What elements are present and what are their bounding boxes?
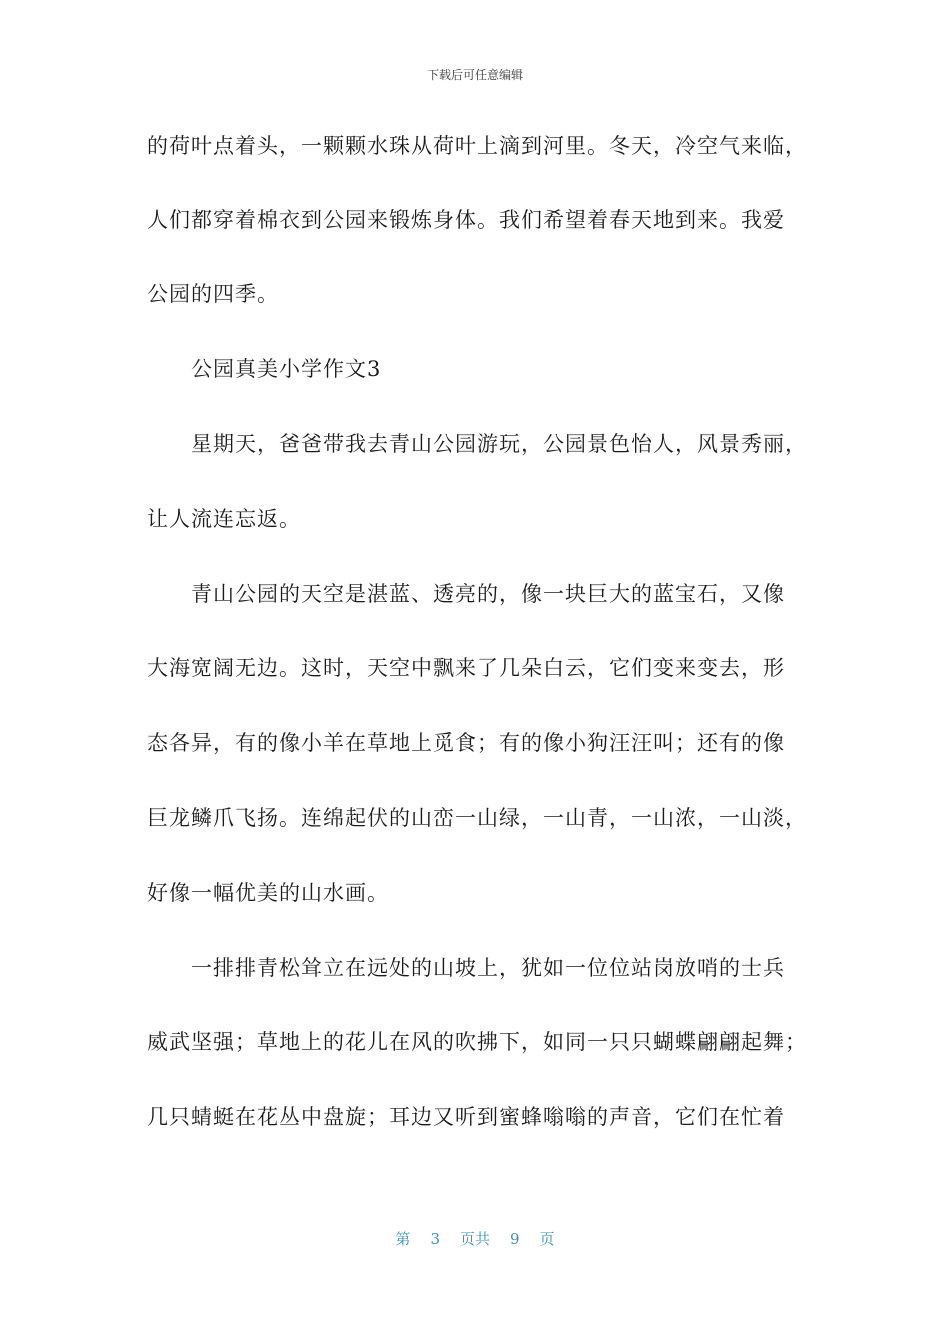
current-page-number: 3 <box>430 1230 440 1248</box>
text-line: 的荷叶点着头，一颗颗水珠从荷叶上滴到河里。冬天，冷空气来临， <box>147 134 807 158</box>
text-line: 大海宽阔无边。这时，天空中飘来了几朵白云，它们变来变去，形 <box>147 656 785 680</box>
footer-label-page: 第 <box>395 1230 411 1248</box>
text-line: 青山公园的天空是湛蓝、透亮的，像一块巨大的蓝宝石，又像 <box>147 582 785 606</box>
section-heading: 公园真美小学作文3 <box>147 357 382 381</box>
footer-label-end: 页 <box>539 1230 555 1248</box>
footer-label-of: 页共 <box>459 1230 490 1248</box>
text-line: 巨龙鳞爪飞扬。连绵起伏的山峦一山绿，一山青，一山浓，一山淡， <box>147 806 807 830</box>
total-pages-number: 9 <box>510 1230 520 1248</box>
text-line: 几只蜻蜓在花丛中盘旋；耳边又听到蜜蜂嗡嗡的声音，它们在忙着 <box>147 1105 785 1129</box>
page-header: 下载后可任意编辑 <box>426 68 523 82</box>
text-line: 一排排青松耸立在远处的山坡上，犹如一位位站岗放哨的士兵 <box>147 956 785 980</box>
text-line: 星期天，爸爸带我去青山公园游玩，公园景色怡人，风景秀丽， <box>147 432 807 456</box>
text-line: 公园的四季。 <box>147 282 279 306</box>
text-line: 好像一幅优美的山水画。 <box>147 881 389 905</box>
text-line: 人们都穿着棉衣到公园来锻炼身体。我们希望着春天地到来。我爱 <box>147 208 785 232</box>
text-line: 态各异，有的像小羊在草地上觅食；有的像小狗汪汪叫；还有的像 <box>147 731 785 755</box>
text-line: 让人流连忘返。 <box>147 507 301 531</box>
text-line: 威武坚强；草地上的花儿在风的吹拂下，如同一只只蝴蝶翩翩起舞； <box>147 1030 807 1054</box>
page-footer <box>0 1228 950 1249</box>
